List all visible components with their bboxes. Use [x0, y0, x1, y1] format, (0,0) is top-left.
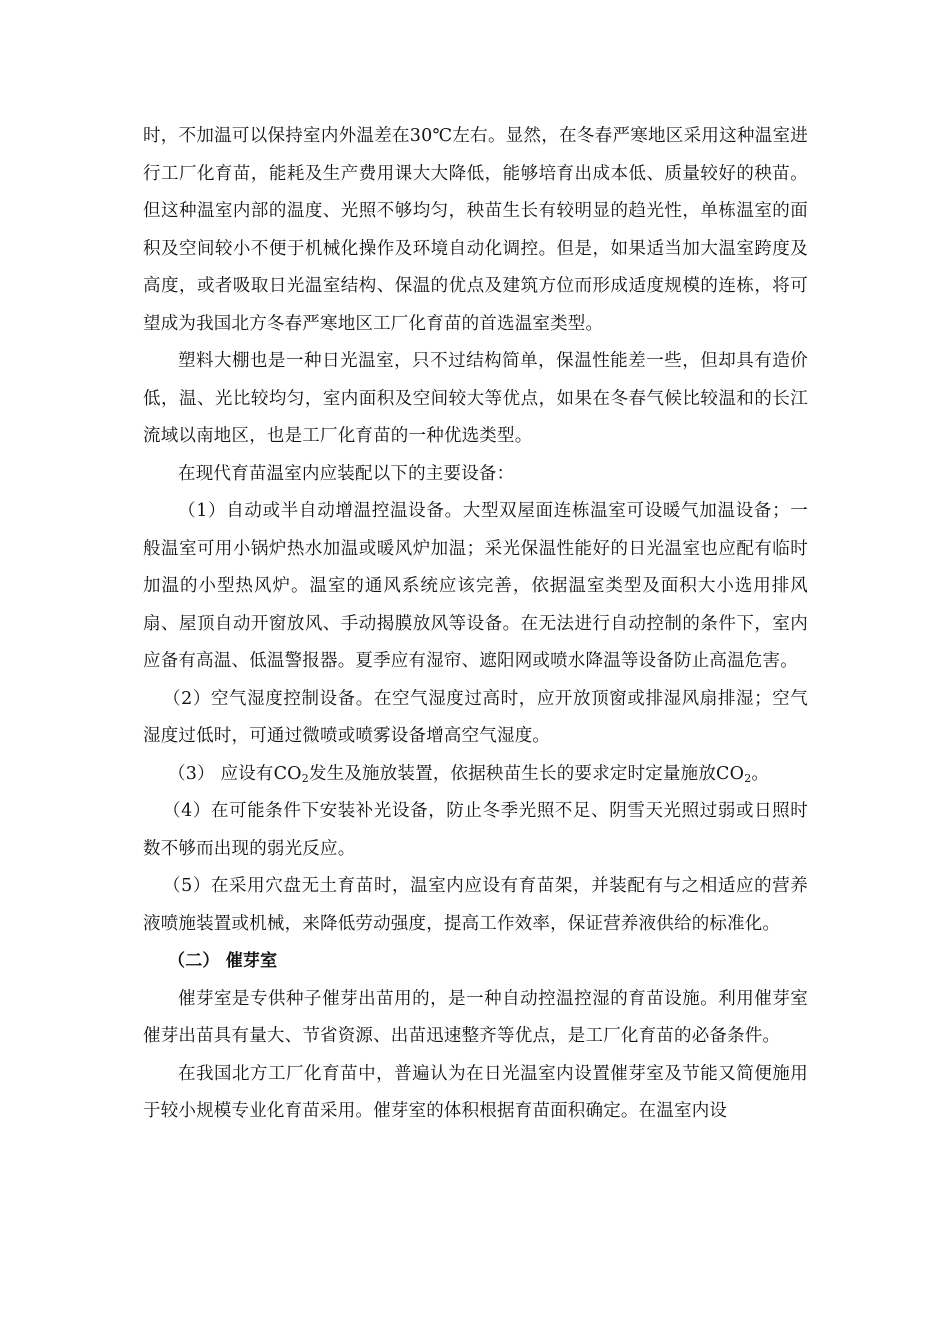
co2-subscript: 2 [744, 771, 752, 785]
list-item-co2-equipment [143, 756, 808, 794]
co2-text-end: 。 [751, 763, 770, 784]
paragraph-plastic-tunnel: 塑料大棚也是一种日光温室，只不过结构简单，保温性能差一些，但却具有造价低，温、光比较均匀，室内面积及空间较大等优点，如果在冬春气候比较温和的长江流域以南地区，也是工厂化育苗的一种优选类型。 [143, 351, 808, 446]
list-item-heating-equipment: （1）自动或半自动增温控温设备。大型双屋面连栋温室可设暖气加温设备；一般温室可用小锅炉热水加温或暖风炉加温；采光保温性能好的日光温室也应配有临时加温的小型热风炉。温室的通风系统应该完善，依据温室类型及面积大小选用排风扇、屋顶自动开窗放风、手动揭膜放风等设备。在无法进行自动控制的条件下，室内应备有高温、低温警报器。夏季应有湿帘、遮阳网或喷水降温等设备防止高温危害。 [143, 501, 808, 671]
co2-subscript: 2 [301, 771, 309, 785]
document-body [143, 118, 808, 1131]
co2-text-pre: （3） 应设有CO [168, 763, 302, 784]
list-item-humidity-equipment: （2）空气湿度控制设备。在空气湿度过高时，应开放顶窗或排湿风扇排湿；空气湿度过低时，可通过微喷或喷雾设备增高空气湿度。 [143, 688, 808, 746]
list-item-lighting-equipment: （4）在可能条件下安装补光设备，防止冬季光照不足、阴雪天光照过弱或日照时数不够而出现的弱光反应。 [143, 801, 808, 859]
paragraph-germination-room-definition: 催芽室是专供种子催芽出苗用的，是一种自动控温控湿的育苗设施。利用催芽室催芽出苗具有量大、节省资源、出苗迅速整齐等优点，是工厂化育苗的必备条件。 [143, 988, 808, 1046]
paragraph-greenhouse-sunlight: 时，不加温可以保持室内外温差在30℃左右。显然，在冬春严寒地区采用这种温室进行工厂化育苗，能耗及生产费用课大大降低，能够培育出成本低、质量较好的秧苗。但这种温室内部的温度、光照不够均匀，秧苗生长有较明显的趋光性，单栋温室的面积及空间较小不便于机械化操作及环境自动化调控。但是，如果适当加大温室跨度及高度，或者吸取日光温室结构、保温的优点及建筑方位而形成适度规模的连栋，将可望成为我国北方冬春严寒地区工厂化育苗的首选温室类型。 [143, 126, 808, 334]
co2-text-mid: 发生及施放装置，依据秧苗生长的要求定时定量施放CO [308, 763, 745, 784]
paragraph-germination-room-north: 在我国北方工厂化育苗中，普遍认为在日光温室内设置催芽室及节能又简便施用于较小规模专业化育苗采用。催芽室的体积根据育苗面积确定。在温室内设 [143, 1063, 808, 1121]
section-heading-germination-room: （二） 催芽室 [168, 951, 278, 971]
paragraph-equipment-intro: 在现代育苗温室内应装配以下的主要设备： [178, 463, 515, 484]
list-item-seedling-rack: （5）在采用穴盘无土育苗时，温室内应设有育苗架，并装配有与之相适应的营养液喷施装置或机械，来降低劳动强度，提高工作效率，保证营养液供给的标准化。 [143, 876, 808, 934]
